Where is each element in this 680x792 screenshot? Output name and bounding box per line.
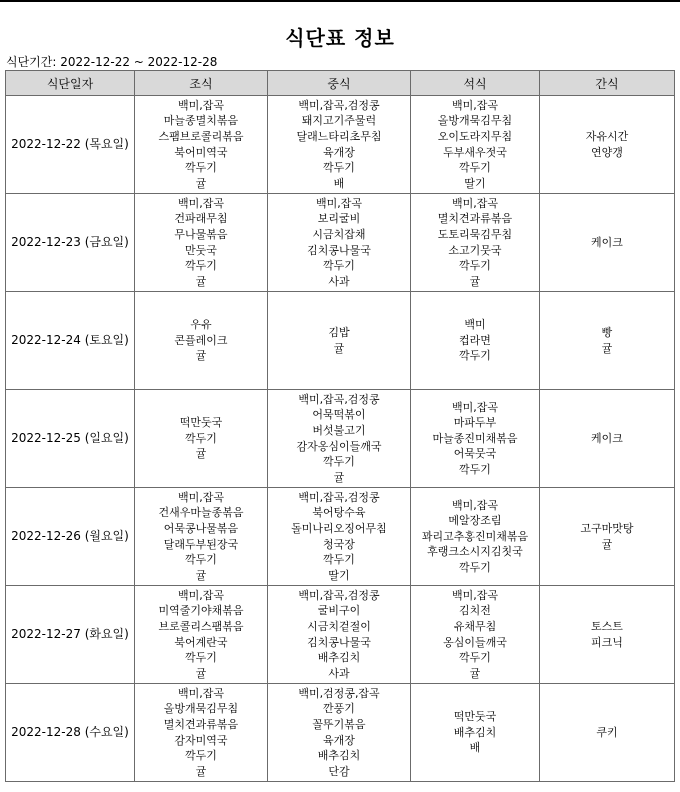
dish-item: 깍두기 bbox=[185, 553, 217, 567]
dish-item: 꽈리고추홍진미채볶음 bbox=[421, 529, 529, 543]
header-breakfast: 조식 bbox=[135, 71, 268, 96]
date-cell: 2022-12-25 (일요일) bbox=[6, 390, 135, 488]
dish-item: 도토리묵김무침 bbox=[437, 227, 513, 241]
lunch-cell bbox=[268, 684, 411, 782]
breakfast-cell bbox=[135, 292, 268, 390]
page-title: 식단표 정보 bbox=[285, 26, 395, 50]
dish-item: 김치콩나물국 bbox=[307, 635, 371, 649]
table-row bbox=[6, 488, 675, 586]
dish-item: 김치콩나물국 bbox=[307, 243, 371, 257]
dish-item: 배추김치 bbox=[453, 725, 497, 739]
header-dinner: 석식 bbox=[411, 71, 540, 96]
dish-item: 시금치잡채 bbox=[312, 227, 366, 241]
dish-item: 케이크 bbox=[591, 431, 623, 445]
date-cell: 2022-12-24 (토요일) bbox=[6, 292, 135, 390]
dish-item: 메알장조림 bbox=[448, 514, 502, 528]
dish-item: 멸치견과류볶음 bbox=[163, 717, 239, 731]
dinner-cell bbox=[411, 684, 540, 782]
dish-item: 육개장 bbox=[323, 145, 355, 159]
dish-item: 소고기뭇국 bbox=[448, 243, 502, 257]
top-border-line bbox=[0, 0, 680, 2]
lunch-cell bbox=[268, 292, 411, 390]
dish-item: 꼴뚜기볶음 bbox=[312, 717, 366, 731]
dinner-cell bbox=[411, 96, 540, 194]
dish-item: 미역줄기야채볶음 bbox=[158, 604, 244, 618]
dish-item: 백미,잡곡,검정콩 bbox=[298, 588, 380, 602]
dish-item: 단감 bbox=[328, 764, 350, 778]
dish-item: 백미,잡곡 bbox=[451, 400, 498, 414]
lunch-cell bbox=[268, 390, 411, 488]
dish-item: 마늘종진미채볶음 bbox=[432, 431, 518, 445]
dish-item: 어묵뭇국 bbox=[453, 447, 497, 461]
date-cell: 2022-12-28 (수요일) bbox=[6, 684, 135, 782]
dish-item: 깍두기 bbox=[459, 259, 491, 273]
snack-cell bbox=[540, 488, 675, 586]
dish-item: 백미,잡곡,검정콩 bbox=[298, 490, 380, 504]
snack-cell bbox=[540, 586, 675, 684]
dish-item: 어묵떡볶이 bbox=[312, 408, 366, 422]
header-lunch: 중식 bbox=[268, 71, 411, 96]
dish-item: 배 bbox=[333, 176, 345, 190]
dish-item: 백미,잡곡 bbox=[177, 98, 224, 112]
dish-item: 쿠키 bbox=[596, 725, 618, 739]
dish-item: 고구마맛탕 bbox=[580, 521, 634, 535]
breakfast-cell bbox=[135, 488, 268, 586]
dish-item: 백미,잡곡 bbox=[315, 196, 362, 210]
lunch-cell bbox=[268, 96, 411, 194]
dish-item: 스팸브로콜리볶음 bbox=[158, 129, 244, 143]
table-row bbox=[6, 684, 675, 782]
dish-item: 시금치겉절이 bbox=[307, 619, 371, 633]
table-row bbox=[6, 390, 675, 488]
dish-item: 백미,잡곡 bbox=[451, 98, 498, 112]
dish-item: 마파두부 bbox=[453, 416, 497, 430]
dish-item: 유채무침 bbox=[453, 619, 497, 633]
dish-item: 귤 bbox=[195, 666, 207, 680]
dish-item: 깍두기 bbox=[459, 651, 491, 665]
header-date: 식단일자 bbox=[6, 71, 135, 96]
dish-item: 귤 bbox=[469, 666, 481, 680]
dish-item: 깍두기 bbox=[323, 455, 355, 469]
dish-item: 무나물볶음 bbox=[174, 227, 228, 241]
breakfast-cell bbox=[135, 390, 268, 488]
snack-cell bbox=[540, 390, 675, 488]
dish-item: 브로콜리스팸볶음 bbox=[158, 619, 244, 633]
date-cell: 2022-12-26 (월요일) bbox=[6, 488, 135, 586]
dish-item: 귤 bbox=[469, 274, 481, 288]
dish-item: 귤 bbox=[195, 274, 207, 288]
meal-period-text: 식단기간: 2022-12-22 ~ 2022-12-28 bbox=[6, 55, 218, 69]
lunch-cell bbox=[268, 488, 411, 586]
dish-item: 깍두기 bbox=[185, 259, 217, 273]
breakfast-cell bbox=[135, 96, 268, 194]
dish-item: 멸치견과류볶음 bbox=[437, 212, 513, 226]
dish-item: 토스트 bbox=[591, 619, 623, 633]
dinner-cell bbox=[411, 390, 540, 488]
dish-item: 깍두기 bbox=[185, 651, 217, 665]
dish-item: 귤 bbox=[195, 568, 207, 582]
dish-item: 감자미역국 bbox=[174, 733, 228, 747]
dish-item: 두부새우젓국 bbox=[443, 145, 507, 159]
header-snack: 간식 bbox=[540, 71, 675, 96]
breakfast-cell bbox=[135, 586, 268, 684]
snack-cell bbox=[540, 684, 675, 782]
dish-item: 깍두기 bbox=[459, 560, 491, 574]
dish-item: 깍두기 bbox=[323, 161, 355, 175]
table-row bbox=[6, 586, 675, 684]
dish-item: 빵 bbox=[601, 325, 613, 339]
dish-item: 깍두기 bbox=[459, 462, 491, 476]
dish-item: 귤 bbox=[195, 447, 207, 461]
breakfast-cell bbox=[135, 684, 268, 782]
dish-item: 콘플레이크 bbox=[174, 333, 228, 347]
table-row bbox=[6, 194, 675, 292]
meal-table bbox=[5, 70, 675, 782]
dish-item: 배추김치 bbox=[317, 749, 361, 763]
dish-item: 육개장 bbox=[323, 733, 355, 747]
dish-item: 연양갱 bbox=[591, 145, 623, 159]
dish-item: 배추김치 bbox=[317, 651, 361, 665]
dish-item: 깍두기 bbox=[323, 553, 355, 567]
dish-item: 우유 bbox=[190, 318, 212, 332]
dish-item: 자유시간 bbox=[585, 129, 629, 143]
dish-item: 컵라면 bbox=[459, 333, 491, 347]
dish-item: 깍두기 bbox=[459, 161, 491, 175]
date-cell: 2022-12-22 (목요일) bbox=[6, 96, 135, 194]
dish-item: 백미,잡곡 bbox=[177, 686, 224, 700]
dish-item: 백미,잡곡 bbox=[451, 498, 498, 512]
dish-item: 사과 bbox=[328, 274, 350, 288]
dish-item: 깍두기 bbox=[459, 349, 491, 363]
dish-item: 청국장 bbox=[323, 537, 355, 551]
dish-item: 깐풍기 bbox=[323, 702, 355, 716]
date-cell: 2022-12-23 (금요일) bbox=[6, 194, 135, 292]
snack-cell bbox=[540, 96, 675, 194]
dish-item: 사과 bbox=[328, 666, 350, 680]
dish-item: 보리굴비 bbox=[317, 212, 361, 226]
dish-item: 귤 bbox=[195, 764, 207, 778]
dish-item: 백미,잡곡 bbox=[451, 196, 498, 210]
dish-item: 백미,잡곡,검정콩 bbox=[298, 392, 380, 406]
snack-cell bbox=[540, 194, 675, 292]
dish-item: 깍두기 bbox=[185, 431, 217, 445]
dish-item: 달래느타리초무침 bbox=[296, 129, 382, 143]
dish-item: 백미,검정콩,잡곡 bbox=[298, 686, 380, 700]
dish-item: 감자옹심이들깨국 bbox=[296, 439, 382, 453]
dish-item: 굴비구이 bbox=[317, 604, 361, 618]
dish-item: 딸기 bbox=[328, 568, 350, 582]
dish-item: 떡만둣국 bbox=[179, 416, 223, 430]
dish-item: 어묵콩나물볶음 bbox=[163, 521, 239, 535]
meal-table-body bbox=[6, 96, 675, 782]
dinner-cell bbox=[411, 292, 540, 390]
dish-item: 귤 bbox=[333, 341, 345, 355]
dish-item: 귤 bbox=[601, 341, 613, 355]
dish-item: 백미,잡곡 bbox=[177, 196, 224, 210]
dish-item: 김밥 bbox=[328, 325, 350, 339]
table-header-row bbox=[6, 71, 675, 96]
dish-item: 귤 bbox=[601, 537, 613, 551]
lunch-cell bbox=[268, 586, 411, 684]
dish-item: 마늘종멸치볶음 bbox=[163, 114, 239, 128]
dish-item: 떡만둣국 bbox=[453, 710, 497, 724]
dish-item: 돌미나리오징어무침 bbox=[291, 521, 387, 535]
table-row bbox=[6, 292, 675, 390]
dish-item: 건새우마늘종볶음 bbox=[158, 506, 244, 520]
dish-item: 귤 bbox=[195, 176, 207, 190]
dish-item: 백미,잡곡 bbox=[177, 588, 224, 602]
dish-item: 백미,잡곡 bbox=[451, 588, 498, 602]
dish-item: 올방개묵김무침 bbox=[163, 702, 239, 716]
dish-item: 돼지고기주물럭 bbox=[301, 114, 377, 128]
dish-item: 옹심이들깨국 bbox=[443, 635, 507, 649]
dish-item: 딸기 bbox=[464, 176, 486, 190]
snack-cell bbox=[540, 292, 675, 390]
dish-item: 백미 bbox=[464, 318, 486, 332]
dish-item: 백미,잡곡,검정콩 bbox=[298, 98, 380, 112]
dish-item: 배 bbox=[469, 741, 481, 755]
date-cell: 2022-12-27 (화요일) bbox=[6, 586, 135, 684]
dish-item: 버섯불고기 bbox=[312, 423, 366, 437]
dish-item: 깍두기 bbox=[185, 161, 217, 175]
dish-item: 귤 bbox=[333, 470, 345, 484]
dinner-cell bbox=[411, 488, 540, 586]
dish-item: 깍두기 bbox=[185, 749, 217, 763]
dish-item: 북어미역국 bbox=[174, 145, 228, 159]
dish-item: 올방개묵김무침 bbox=[437, 114, 513, 128]
dish-item: 오이도라지무침 bbox=[437, 129, 513, 143]
dish-item: 후랭크소시지김칫국 bbox=[427, 545, 523, 559]
dish-item: 만둣국 bbox=[185, 243, 217, 257]
dish-item: 피크닉 bbox=[591, 635, 623, 649]
dinner-cell bbox=[411, 586, 540, 684]
dinner-cell bbox=[411, 194, 540, 292]
dish-item: 달래두부된장국 bbox=[163, 537, 239, 551]
dish-item: 케이크 bbox=[591, 235, 623, 249]
dish-item: 깍두기 bbox=[323, 259, 355, 273]
dish-item: 북어계란국 bbox=[174, 635, 228, 649]
dish-item: 백미,잡곡 bbox=[177, 490, 224, 504]
dish-item: 북어탕수육 bbox=[312, 506, 366, 520]
table-row bbox=[6, 96, 675, 194]
breakfast-cell bbox=[135, 194, 268, 292]
dish-item: 김치전 bbox=[459, 604, 491, 618]
lunch-cell bbox=[268, 194, 411, 292]
dish-item: 건파래무침 bbox=[174, 212, 228, 226]
dish-item: 귤 bbox=[195, 349, 207, 363]
